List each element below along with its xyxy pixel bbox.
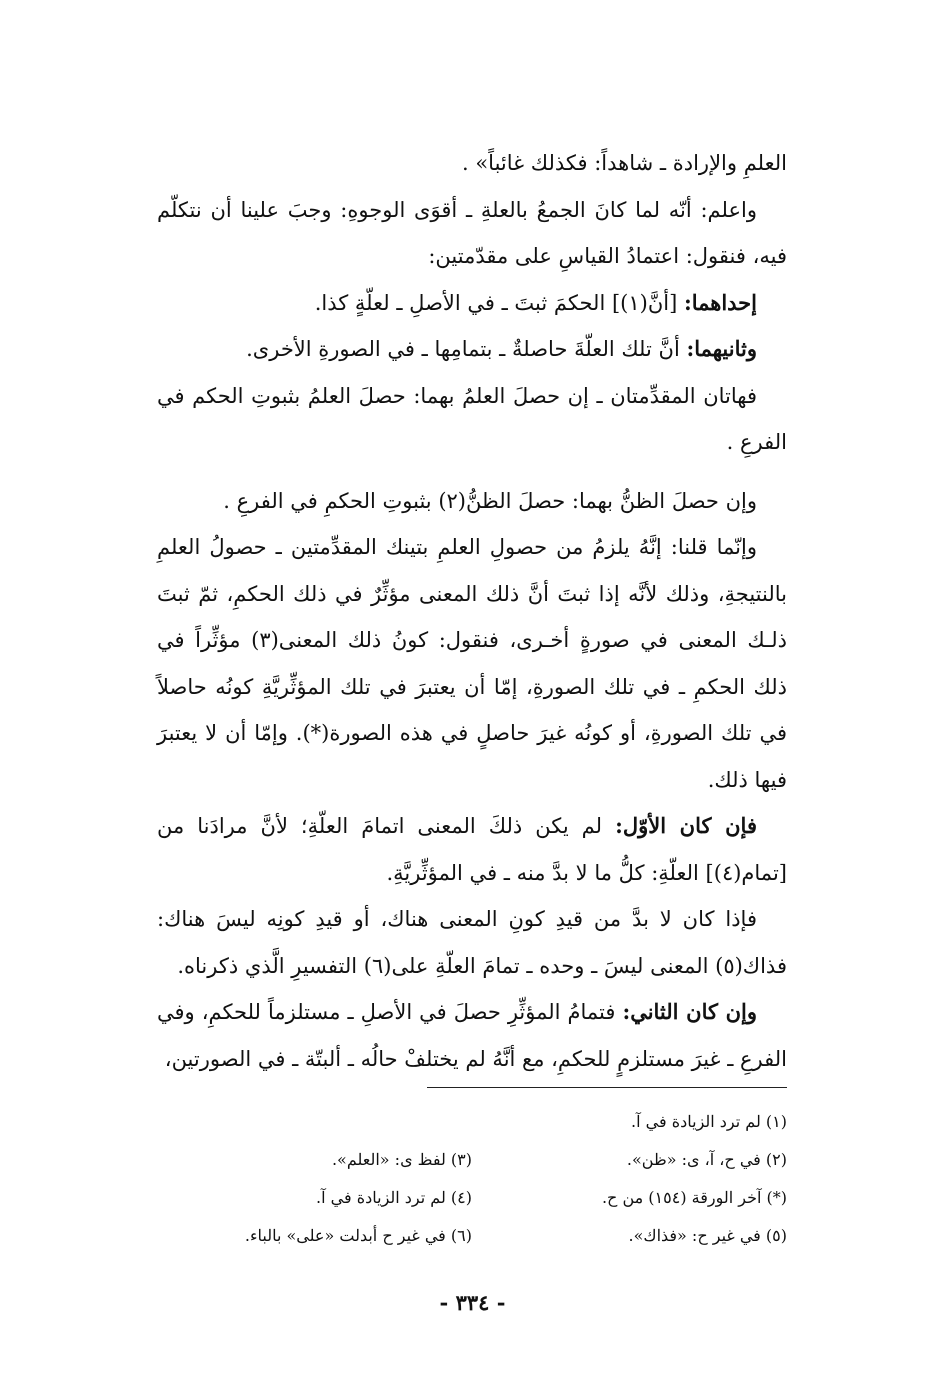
paragraph-lead: إحداهما: [683, 289, 757, 315]
paragraph-1 [157, 140, 787, 187]
footnote-row [157, 1217, 787, 1255]
footnote-star: (*) آخر الورقة (١٥٤) من ح. [601, 1188, 787, 1207]
paragraph-text: [أنَّ(١)] الحكمَ ثبتَ ـ في الأصلِ ـ لعلّةٍ كذا. [314, 290, 684, 315]
footnote-row [157, 1141, 787, 1179]
paragraph-text: فإذا كان لا بدَّ من قيدِ كونِ المعنى هناك، أو قيدِ كونِه ليسَ هناك: فذاك(٥) المعنى ليسَ ـ وحده ـ تمامَ العلّةِ على(٦) التفسيرِ الَّذي ذكرناه. [157, 907, 787, 978]
paragraph-6 [157, 478, 787, 525]
paragraph-text: واعلم: أنّه لما كانَ الجمعُ بالعلةِ ـ أقوَى الوجوهِ: وجبَ علينا أن نتكلّم فيه، فنقول: اعتمادُ القياسِ على مقدّمتين: [157, 197, 787, 268]
paragraph-text: لم يكن ذلكَ المعنى اتمامَ العلّةِ؛ لأنَّ مرادَنا من [تمام(٤)] العلّةِ: كلُّ ما لا بدَّ منه ـ في المؤثِّريَّةِ. [157, 814, 787, 885]
footnote-2: (٢) في ح، آ، ى: «ظن». [626, 1150, 787, 1169]
page-number: - ٣٣٤ - [439, 1290, 506, 1315]
paragraph-7 [157, 524, 787, 803]
paragraph-5 [157, 373, 787, 466]
footnote-1: (١) لم ترد الزيادة في آ. [631, 1112, 787, 1131]
paragraph-text: وإن حصلَ الظنُّ بهما: حصلَ الظنُّ(٢) بثبوتِ الحكمِ في الفرعِ . [223, 488, 757, 513]
paragraph-lead: وإن كان الثاني: [622, 999, 758, 1024]
footnote-row [157, 1103, 787, 1141]
paragraph-text: فهاتان المقدِّمتان ـ إن حصلَ العلمُ بهما: حصلَ العلمُ بثبوتِ الحكم في الفرعِ . [157, 383, 787, 454]
paragraph-lead: وثانيهما: [686, 336, 757, 361]
footnote-4: (٤) لم ترد الزيادة في آ. [316, 1188, 472, 1207]
paragraph-2 [157, 187, 787, 280]
paragraph-4 [157, 326, 787, 373]
paragraph-text: العلمِ والإرادة ـ شاهداً: فكذلك غائباً» . [461, 151, 787, 175]
footnote-6: (٦) في غير ح أبدلت «على» بالباء. [244, 1226, 472, 1245]
footnotes [157, 1103, 787, 1255]
main-text [157, 140, 787, 1082]
paragraph-9 [157, 896, 787, 989]
paragraph-8 [157, 803, 787, 896]
footnote-separator [427, 1087, 787, 1088]
footnote-row [157, 1179, 787, 1217]
paragraph-text: فتمامُ المؤثِّرِ حصلَ في الأصلِ ـ مستلزماً للحكمِ، وفي الفرعِ ـ غيرَ مستلزمٍ للحكمِ، مع أنَّهُ لم يختلفْ حالُه ـ ألبتّة ـ في الصورتين، [157, 1000, 787, 1071]
paragraph-text: وإنّما قلنا: إنَّهُ يلزمُ من حصولِ العلمِ بتينك المقدِّمتين ـ حصولُ العلمِ بالنتيجةِ، وذلك لأنَّه إذا ثبتَ أنَّ ذلك المعنى مؤثِّرٌ في ذلك الحكمِ، ثمّ ثبتَ ذلـك المعنى في صورةٍ أخـرى، فنقول: كونُ ذلك المعنى(٣) مؤثِّراً في ذلك الحكمِ ـ في تلك الصورةِ، إمّا أن يعتبرَ في تلك المؤثِّريَّةِ كونُه حاصلاً في تلك الصورةِ، أو كونُه غيرَ حاصلٍ في هذه الصورة(*). وإمّا أن لا يعتبرَ فيها ذلك. [157, 535, 788, 792]
footnote-5: (٥) في غير ح: «فذاك». [628, 1226, 787, 1245]
paragraph-10 [157, 989, 787, 1082]
paragraph-text: أنَّ تلك العلّةَ حاصلةٌ ـ بتمامِها ـ في الصورةِ الأخرى. [246, 337, 687, 361]
paragraph-3 [157, 280, 787, 327]
paragraph-lead: فإن كان الأوّل: [615, 813, 757, 838]
footnote-empty [157, 1103, 472, 1141]
footnote-3: (٣) لفظ ى: «العلم». [331, 1150, 472, 1169]
